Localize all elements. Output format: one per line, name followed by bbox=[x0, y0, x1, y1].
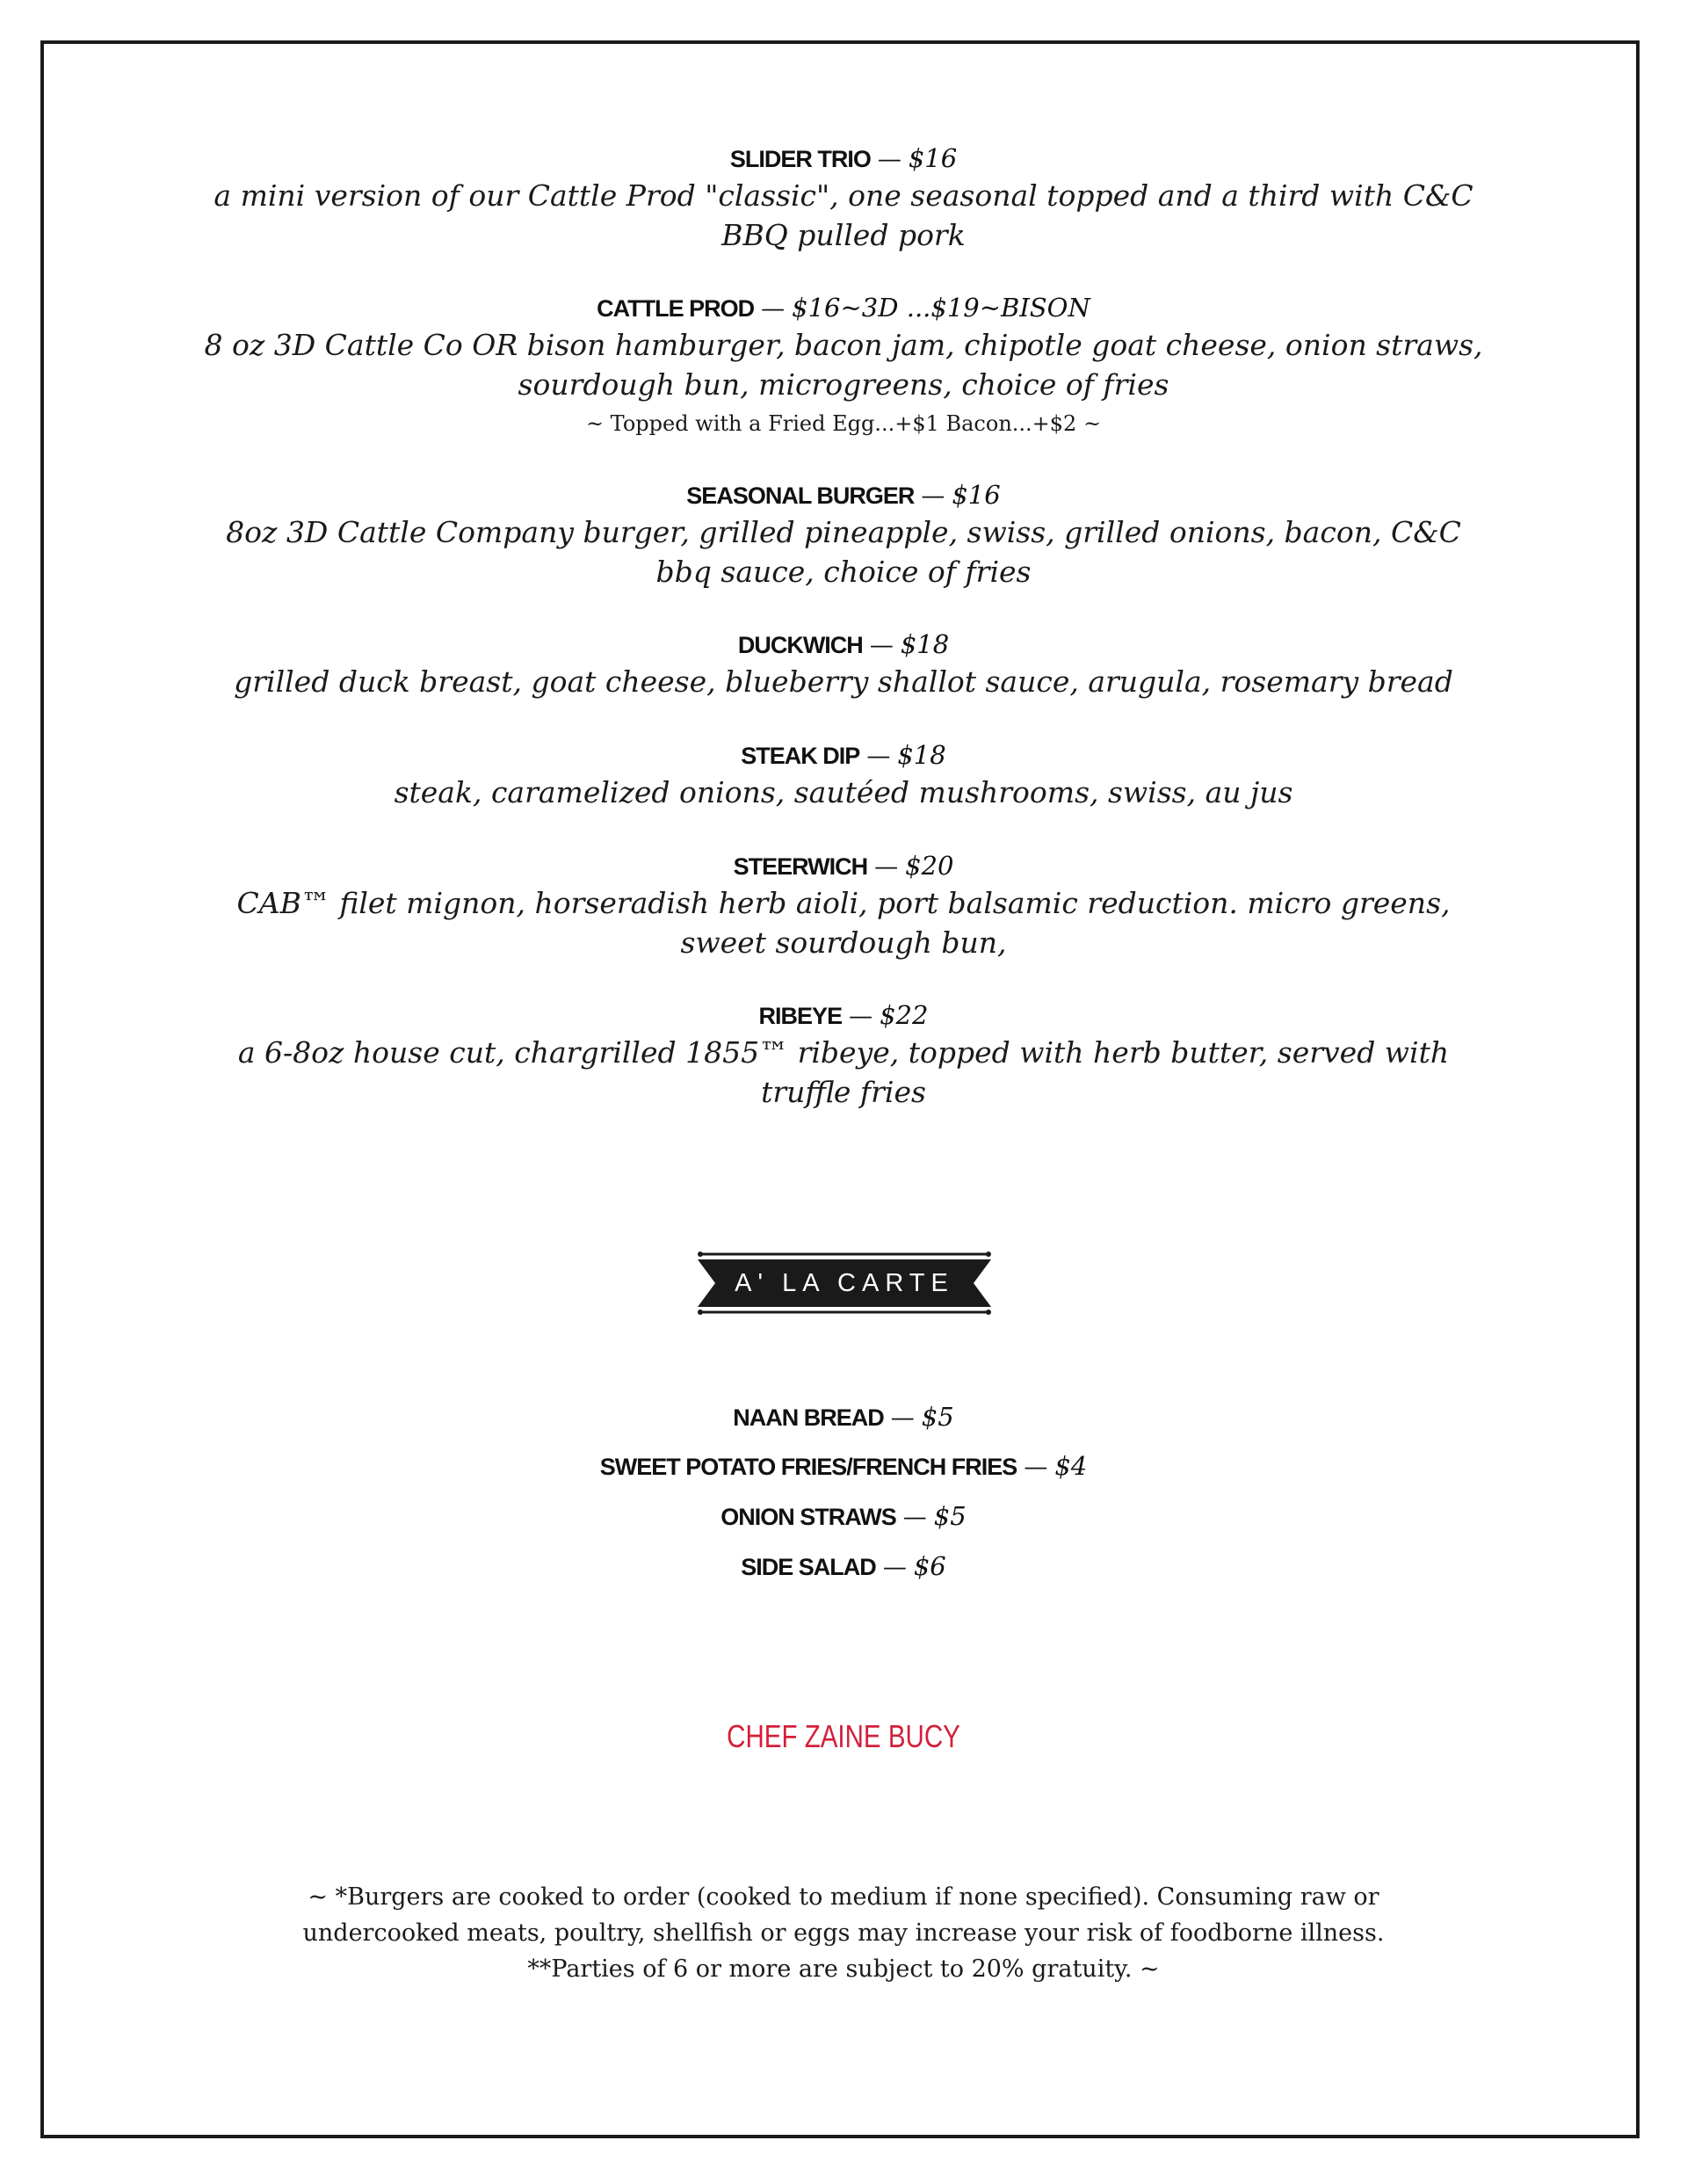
side-item-naan-bread bbox=[202, 1401, 1485, 1434]
item-dash: — bbox=[874, 853, 899, 881]
item-name: SIDE SALAD bbox=[741, 1554, 876, 1580]
menu-item-heading bbox=[202, 999, 1485, 1033]
menu-item-heading bbox=[202, 479, 1485, 512]
menu-item-heading bbox=[202, 292, 1485, 325]
item-price: $18 bbox=[897, 740, 946, 770]
item-name: CATTLE PROD bbox=[597, 295, 755, 322]
menu-item-ribeye bbox=[202, 999, 1485, 1112]
a-la-carte-title: A' LA CARTE bbox=[735, 1269, 954, 1297]
item-description: a mini version of our Cattle Prod "classic", one seasonal topped and a third with C&C BBQ pulled pork bbox=[214, 178, 1473, 252]
item-name: RIBEYE bbox=[758, 1003, 843, 1029]
menu-item-cattle-prod bbox=[202, 292, 1485, 439]
item-price: $5 bbox=[933, 1501, 967, 1531]
item-price: $16 bbox=[952, 480, 1001, 510]
menu-item-heading bbox=[202, 739, 1485, 773]
item-name: SWEET POTATO FRIES/FRENCH FRIES bbox=[599, 1454, 1017, 1480]
item-description: 8oz 3D Cattle Company burger, grilled pineapple, swiss, grilled onions, bacon, C&C bbq sauce, choice of fries bbox=[226, 515, 1461, 589]
item-price: $6 bbox=[913, 1551, 946, 1581]
item-price: $5 bbox=[921, 1402, 954, 1432]
item-name: ONION STRAWS bbox=[720, 1504, 896, 1530]
menu-item-steerwich bbox=[202, 850, 1485, 962]
item-dash: — bbox=[882, 1554, 907, 1581]
item-dash: — bbox=[877, 146, 901, 173]
side-item-fries bbox=[202, 1450, 1485, 1484]
footer-disclaimer: ~ *Burgers are cooked to order (cooked to medium if none specified). Consuming raw or undercooked meats, poultry, shellfish or eggs may increase your risk of foodborne illness. **Parties of 6 or more are subject to 20% gratuity. ~ bbox=[302, 1883, 1385, 1983]
item-price: $4 bbox=[1054, 1451, 1088, 1481]
item-price: $16~3D ...$19~BISON bbox=[792, 293, 1090, 323]
item-note: ~ Topped with a Fried Egg...+$1 Bacon...+$2 ~ bbox=[585, 411, 1102, 436]
chef-name: CHEF ZAINE BUCY bbox=[727, 1718, 960, 1754]
item-price: $18 bbox=[900, 629, 950, 659]
side-item-side-salad bbox=[202, 1550, 1485, 1584]
menu-item-slider-trio bbox=[202, 142, 1485, 255]
item-dash: — bbox=[890, 1404, 915, 1432]
item-description: a 6-8oz house cut, chargrilled 1855™ ribeye, topped with herb butter, served with truffle fries bbox=[237, 1035, 1450, 1109]
item-price: $22 bbox=[880, 1000, 929, 1030]
item-description: CAB™ filet mignon, horseradish herb aioli, port balsamic reduction. micro greens, sweet sourdough bun, bbox=[236, 886, 1451, 960]
item-price: $16 bbox=[908, 143, 958, 173]
item-description: steak, caramelized onions, sautéed mushrooms, swiss, au jus bbox=[394, 775, 1293, 809]
item-dash: — bbox=[761, 295, 786, 323]
menu-item-steak-dip bbox=[202, 739, 1485, 812]
item-description: 8 oz 3D Cattle Co OR bison hamburger, bacon jam, chipotle goat cheese, onion straws, sourdough bun, microgreens, choice of fries bbox=[204, 328, 1483, 402]
item-dash: — bbox=[1024, 1454, 1048, 1481]
item-name: NAAN BREAD bbox=[733, 1404, 884, 1431]
menu-item-duckwich bbox=[202, 628, 1485, 701]
menu-item-seasonal-burger bbox=[202, 479, 1485, 591]
item-name: STEAK DIP bbox=[741, 743, 860, 769]
item-description: grilled duck breast, goat cheese, blueberry shallot sauce, arugula, rosemary bread bbox=[234, 664, 1453, 699]
item-name: STEERWICH bbox=[733, 853, 868, 880]
item-name: SLIDER TRIO bbox=[729, 146, 871, 172]
item-price: $20 bbox=[905, 851, 954, 881]
item-dash: — bbox=[921, 483, 945, 510]
item-name: DUCKWICH bbox=[737, 632, 863, 658]
item-dash: — bbox=[902, 1504, 927, 1531]
menu-item-heading bbox=[202, 628, 1485, 662]
menu-item-heading bbox=[202, 850, 1485, 883]
side-item-onion-straws bbox=[202, 1500, 1485, 1534]
item-dash: — bbox=[866, 743, 891, 770]
item-dash: — bbox=[869, 632, 894, 659]
a-la-carte-banner bbox=[698, 1252, 991, 1315]
item-name: SEASONAL BURGER bbox=[686, 483, 915, 509]
menu-item-heading bbox=[202, 142, 1485, 176]
item-dash: — bbox=[849, 1003, 873, 1030]
